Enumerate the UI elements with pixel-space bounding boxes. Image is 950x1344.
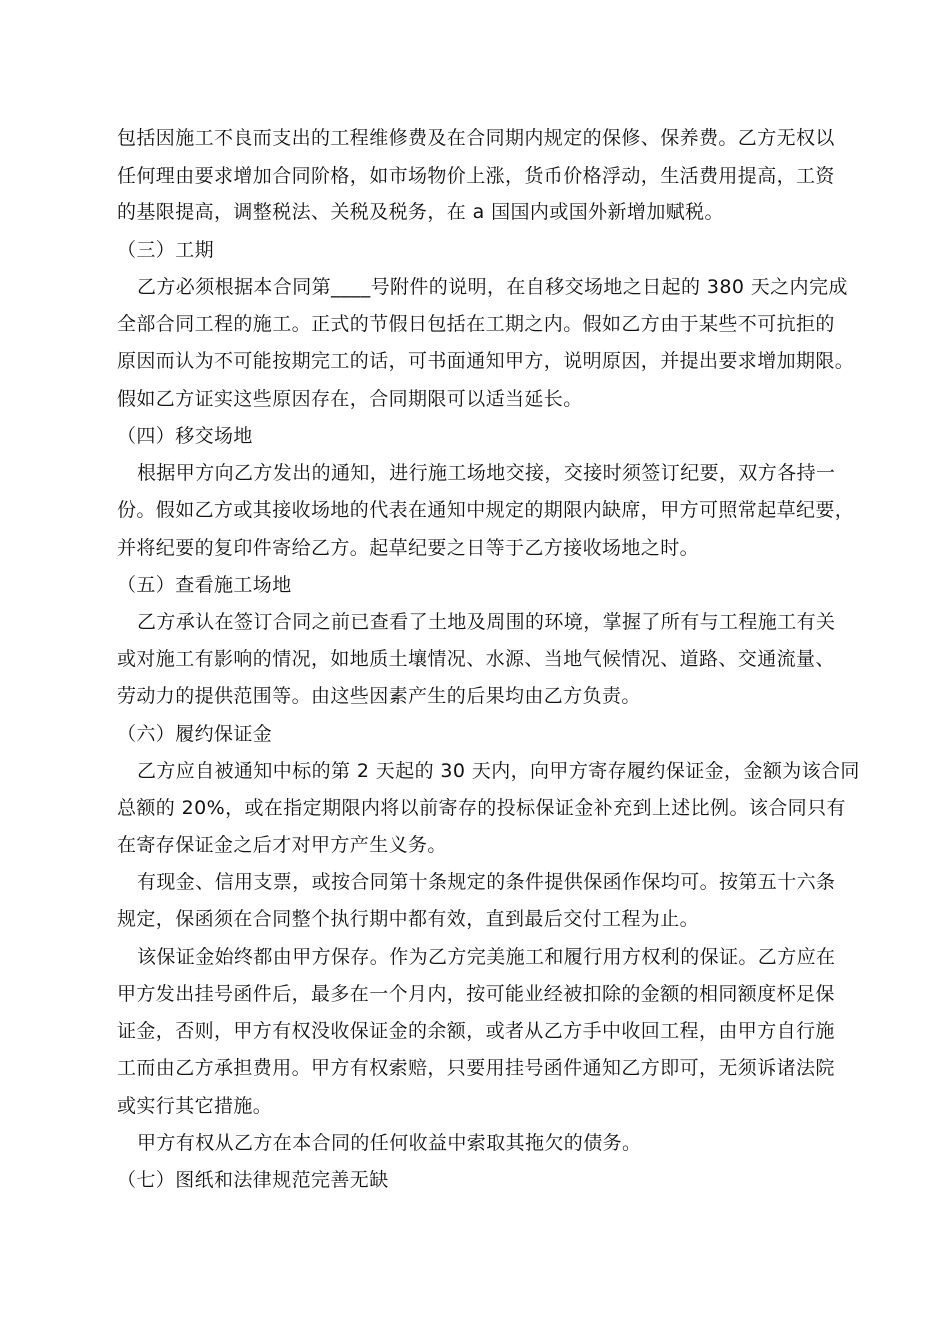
paragraph-line: 假如乙方证实这些原因存在，合同期限可以适当延长。 xyxy=(117,388,583,410)
paragraph-line: 乙方必须根据本合同第____号附件的说明，在自移交场地之日起的 380 天之内完成 xyxy=(137,276,848,298)
paragraph-line: 乙方承认在签订合同之前已查看了土地及周围的环境，掌握了所有与工程施工有关 xyxy=(137,611,836,633)
paragraph-line: 在寄存保证金之后才对甲方产生义务。 xyxy=(117,834,447,856)
paragraph-line: 或实行其它措施。 xyxy=(117,1095,273,1117)
section-heading: （七）图纸和法律规范完善无缺 xyxy=(117,1169,389,1191)
paragraph-line: 甲方发出挂号函件后，最多在一个月内，按可能业经被扣除的金额的相同额度杯足保 xyxy=(117,983,835,1005)
paragraph-line: 劳动力的提供范围等。由这些因素产生的后果均由乙方负责。 xyxy=(117,685,641,707)
paragraph-line: 总额的 20%，或在指定期限内将以前寄存的投标保证金补充到上述比例。该合同只有 xyxy=(117,797,846,819)
paragraph-line: 工而由乙方承担费用。甲方有权索赔，只要用挂号函件通知乙方即可，无须诉诸法院 xyxy=(117,1057,835,1079)
paragraph-line: 份。假如乙方或其接收场地的代表在通知中规定的期限内缺席，甲方可照常起草纪要， xyxy=(117,499,855,521)
paragraph-line: 的基限提高，调整税法、关税及税务，在 a 国国内或国外新增加赋税。 xyxy=(117,201,724,223)
paragraph-line: 规定，保函须在合同整个执行期中都有效，直到最后交付工程为止。 xyxy=(117,908,700,930)
paragraph-line: 该保证金始终都由甲方保存。作为乙方完美施工和履行用方权利的保证。乙方应在 xyxy=(137,946,836,968)
paragraph-line: 原因而认为不可能按期完工的话，可书面通知甲方，说明原因，并提出要求增加期限。 xyxy=(117,350,855,372)
section-heading: （六）履约保证金 xyxy=(117,723,273,745)
paragraph-line: 包括因施工不良而支出的工程维修费及在合同期内规定的保修、保养费。乙方无权以 xyxy=(117,127,835,149)
paragraph-line: 全部合同工程的施工。正式的节假日包括在工期之内。假如乙方由于某些不可抗拒的 xyxy=(117,313,835,335)
paragraph-line: 任何理由要求增加合同阶格，如市场物价上涨，货币价格浮动，生活费用提高，工资 xyxy=(117,165,835,187)
paragraph-line: 乙方应自被通知中标的第 2 天起的 30 天内，向甲方寄存履约保证金，金额为该合同 xyxy=(137,760,860,782)
section-heading: （四）移交场地 xyxy=(117,425,253,447)
paragraph-line: 甲方有权从乙方在本合同的任何收益中索取其拖欠的债务。 xyxy=(137,1132,642,1154)
section-heading: （三）工期 xyxy=(117,239,215,261)
section-heading: （五）查看施工场地 xyxy=(117,574,292,596)
paragraph-line: 或对施工有影响的情况，如地质土壤情况、水源、当地气候情况、道路、交通流量、 xyxy=(117,648,835,670)
paragraph-line: 证金，否则，甲方有权没收保证金的余额，或者从乙方手中收回工程，由甲方自行施 xyxy=(117,1020,835,1042)
paragraph-line: 根据甲方向乙方发出的通知，进行施工场地交接，交接时须签订纪要，双方各持一 xyxy=(137,462,836,484)
paragraph-line: 有现金、信用支票，或按合同第十条规定的条件提供保函作保均可。按第五十六条 xyxy=(137,871,836,893)
paragraph-line: 并将纪要的复印件寄给乙方。起草纪要之日等于乙方接收场地之时。 xyxy=(117,537,700,559)
